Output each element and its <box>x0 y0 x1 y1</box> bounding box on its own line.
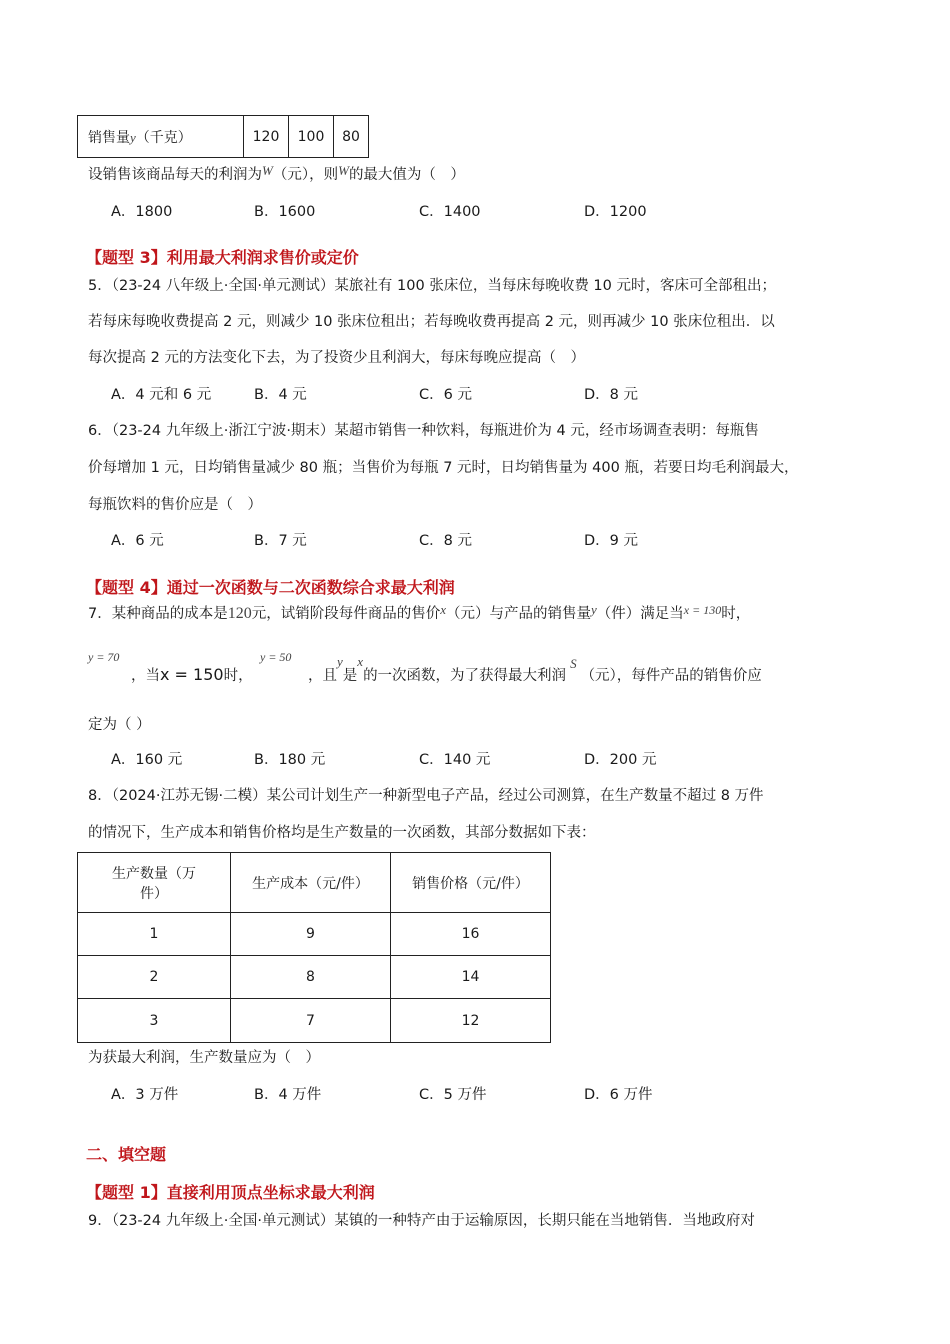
var-w: W <box>338 163 349 178</box>
q5-option-c[interactable]: C．6 元 <box>419 387 472 403</box>
q8-stem: 为获最大利润，生产数量应为（ ） <box>88 1050 320 1066</box>
table-header-row <box>78 853 551 913</box>
stem-text: 7．某种商品的成本是 <box>88 606 228 622</box>
section-heading-fill-type1: 【题型 1】直接利用顶点坐标求最大利润 <box>86 1183 375 1202</box>
q5-option-a[interactable]: A．4 元和 6 元 <box>111 387 212 403</box>
q7-line2a <box>131 664 253 685</box>
q7-line2b <box>308 654 762 685</box>
q5-option-d[interactable]: D．8 元 <box>584 387 638 403</box>
q8-line1: 8．（2024·江苏无锡·二模）某公司计划生产一种新型电子产品，经过公司测算，在生产数量不超过 8 万件 <box>88 788 764 804</box>
table-cell: 120 <box>244 116 289 158</box>
stem-text: 的一次函数，为了获得最大利润 <box>363 668 567 684</box>
q9-line1: 9．（23-24 九年级上·全国·单元测试）某镇的一种特产由于运输原因，长期只能在当地销售．当地政府对 <box>88 1213 755 1229</box>
table-row <box>78 913 551 956</box>
var-x: x <box>357 654 364 669</box>
q8-option-d[interactable]: D．6 万件 <box>584 1087 653 1103</box>
var-y: y <box>337 654 343 669</box>
var-y: y <box>130 129 136 145</box>
q8-line2: 的情况下，生产成本和销售价格均是生产数量的一次函数，其部分数据如下表： <box>88 825 596 841</box>
condition-x130: x = 130 <box>683 603 722 617</box>
table-cell: 80 <box>334 116 369 158</box>
q6-option-b[interactable]: B．7 元 <box>254 533 307 549</box>
table-cell: 12 <box>391 999 551 1043</box>
stem-text: 的最大值为（ ） <box>348 167 465 183</box>
var-w: W <box>262 163 273 178</box>
q8-option-c[interactable]: C．5 万件 <box>419 1087 487 1103</box>
stem-text: 元，试销阶段每件商品的售价 <box>251 606 441 622</box>
header-line: 件） <box>140 885 168 902</box>
q8-option-b[interactable]: B．4 万件 <box>254 1087 322 1103</box>
q5-option-b[interactable]: B．4 元 <box>254 387 307 403</box>
q7-condition-y50: y = 50 <box>260 650 292 664</box>
q7-option-a[interactable]: A．160 元 <box>111 752 183 768</box>
production-data-table <box>77 852 551 1043</box>
q4-option-b[interactable]: B．1600 <box>254 204 316 220</box>
q6-option-a[interactable]: A．6 元 <box>111 533 164 549</box>
q7-option-c[interactable]: C．140 元 <box>419 752 491 768</box>
var-y: y <box>591 602 597 617</box>
condition-x150: x = 150 <box>160 665 224 684</box>
stem-text: 时， <box>721 606 751 622</box>
var-s: S <box>570 656 577 671</box>
q6-option-c[interactable]: C．8 元 <box>419 533 472 549</box>
q7-option-b[interactable]: B．180 元 <box>254 752 326 768</box>
stem-text: （元），每件产品的销售价应 <box>580 668 762 684</box>
stem-text: 是 <box>342 668 358 684</box>
table-header: 生产成本（元/件） <box>231 853 391 913</box>
q6-option-d[interactable]: D．9 元 <box>584 533 638 549</box>
q4-stem <box>88 163 465 184</box>
table-header <box>78 853 231 913</box>
stem-text: 设销售该商品每天的利润为 <box>88 167 262 183</box>
stem-text: （件）满足当 <box>596 606 684 622</box>
stem-text: 时， <box>223 668 253 684</box>
q8-option-a[interactable]: A．3 万件 <box>111 1087 179 1103</box>
table-cell: 3 <box>78 999 231 1043</box>
table-row-label <box>78 116 244 158</box>
stem-text: ，且 <box>308 668 337 684</box>
table-cell: 16 <box>391 913 551 956</box>
var-x: x <box>440 602 447 617</box>
table-header: 销售价格（元/件） <box>391 853 551 913</box>
q4-option-a[interactable]: A．1800 <box>111 204 173 220</box>
q6-line2: 价每增加 1 元，日均销售量减少 80 瓶；当售价为每瓶 7 元时，日均销售量为 400 瓶，若要日均毛利润最大， <box>88 460 799 476</box>
sales-volume-table <box>77 115 369 158</box>
table-row <box>78 956 551 999</box>
section-heading-fill-in: 二、填空题 <box>86 1145 167 1164</box>
q5-line1: 5．（23-24 八年级上·全国·单元测试）某旅社有 100 张床位，当每床每晚收费 10 元时，客床可全部租出； <box>88 278 776 294</box>
stem-text: ，当 <box>131 668 160 684</box>
table-row <box>78 999 551 1043</box>
q7-option-d[interactable]: D．200 元 <box>584 752 657 768</box>
table-cell: 7 <box>231 999 391 1043</box>
q6-line1: 6．（23-24 九年级上·浙江宁波·期末）某超市销售一种饮料，每瓶进价为 4 元，经市场调查表明：每瓶售 <box>88 423 759 439</box>
q7-line1 <box>88 602 750 623</box>
table-cell: 100 <box>289 116 334 158</box>
label-text: 销售量 <box>88 129 130 146</box>
section-heading-type4: 【题型 4】通过一次函数与二次函数综合求最大利润 <box>86 578 455 597</box>
stem-text: （元）与产品的销售量 <box>446 606 592 622</box>
stem-text: （元），则 <box>272 167 339 183</box>
cost-value: 120 <box>227 605 252 622</box>
section-heading-type3: 【题型 3】利用最大利润求售价或定价 <box>86 248 359 267</box>
header-line: 生产数量（万 <box>112 865 196 882</box>
q6-line3: 每瓶饮料的售价应是（ ） <box>88 497 262 513</box>
table-cell: 14 <box>391 956 551 999</box>
q4-option-d[interactable]: D．1200 <box>584 204 647 220</box>
unit-text: （千克） <box>135 129 192 146</box>
table-cell: 2 <box>78 956 231 999</box>
table-cell: 9 <box>231 913 391 956</box>
q4-option-c[interactable]: C．1400 <box>419 204 481 220</box>
q7-condition-y70: y = 70 <box>88 650 120 664</box>
q5-line2: 若每床每晚收费提高 2 元，则减少 10 张床位租出；若每晚收费再提高 2 元，则再减少 10 张床位租出．以 <box>88 314 775 330</box>
table-cell: 8 <box>231 956 391 999</box>
table-cell: 1 <box>78 913 231 956</box>
q7-line3: 定为（ ） <box>88 717 151 733</box>
q5-line3: 每次提高 2 元的方法变化下去，为了投资少且利润大，每床每晚应提高（ ） <box>88 350 585 366</box>
